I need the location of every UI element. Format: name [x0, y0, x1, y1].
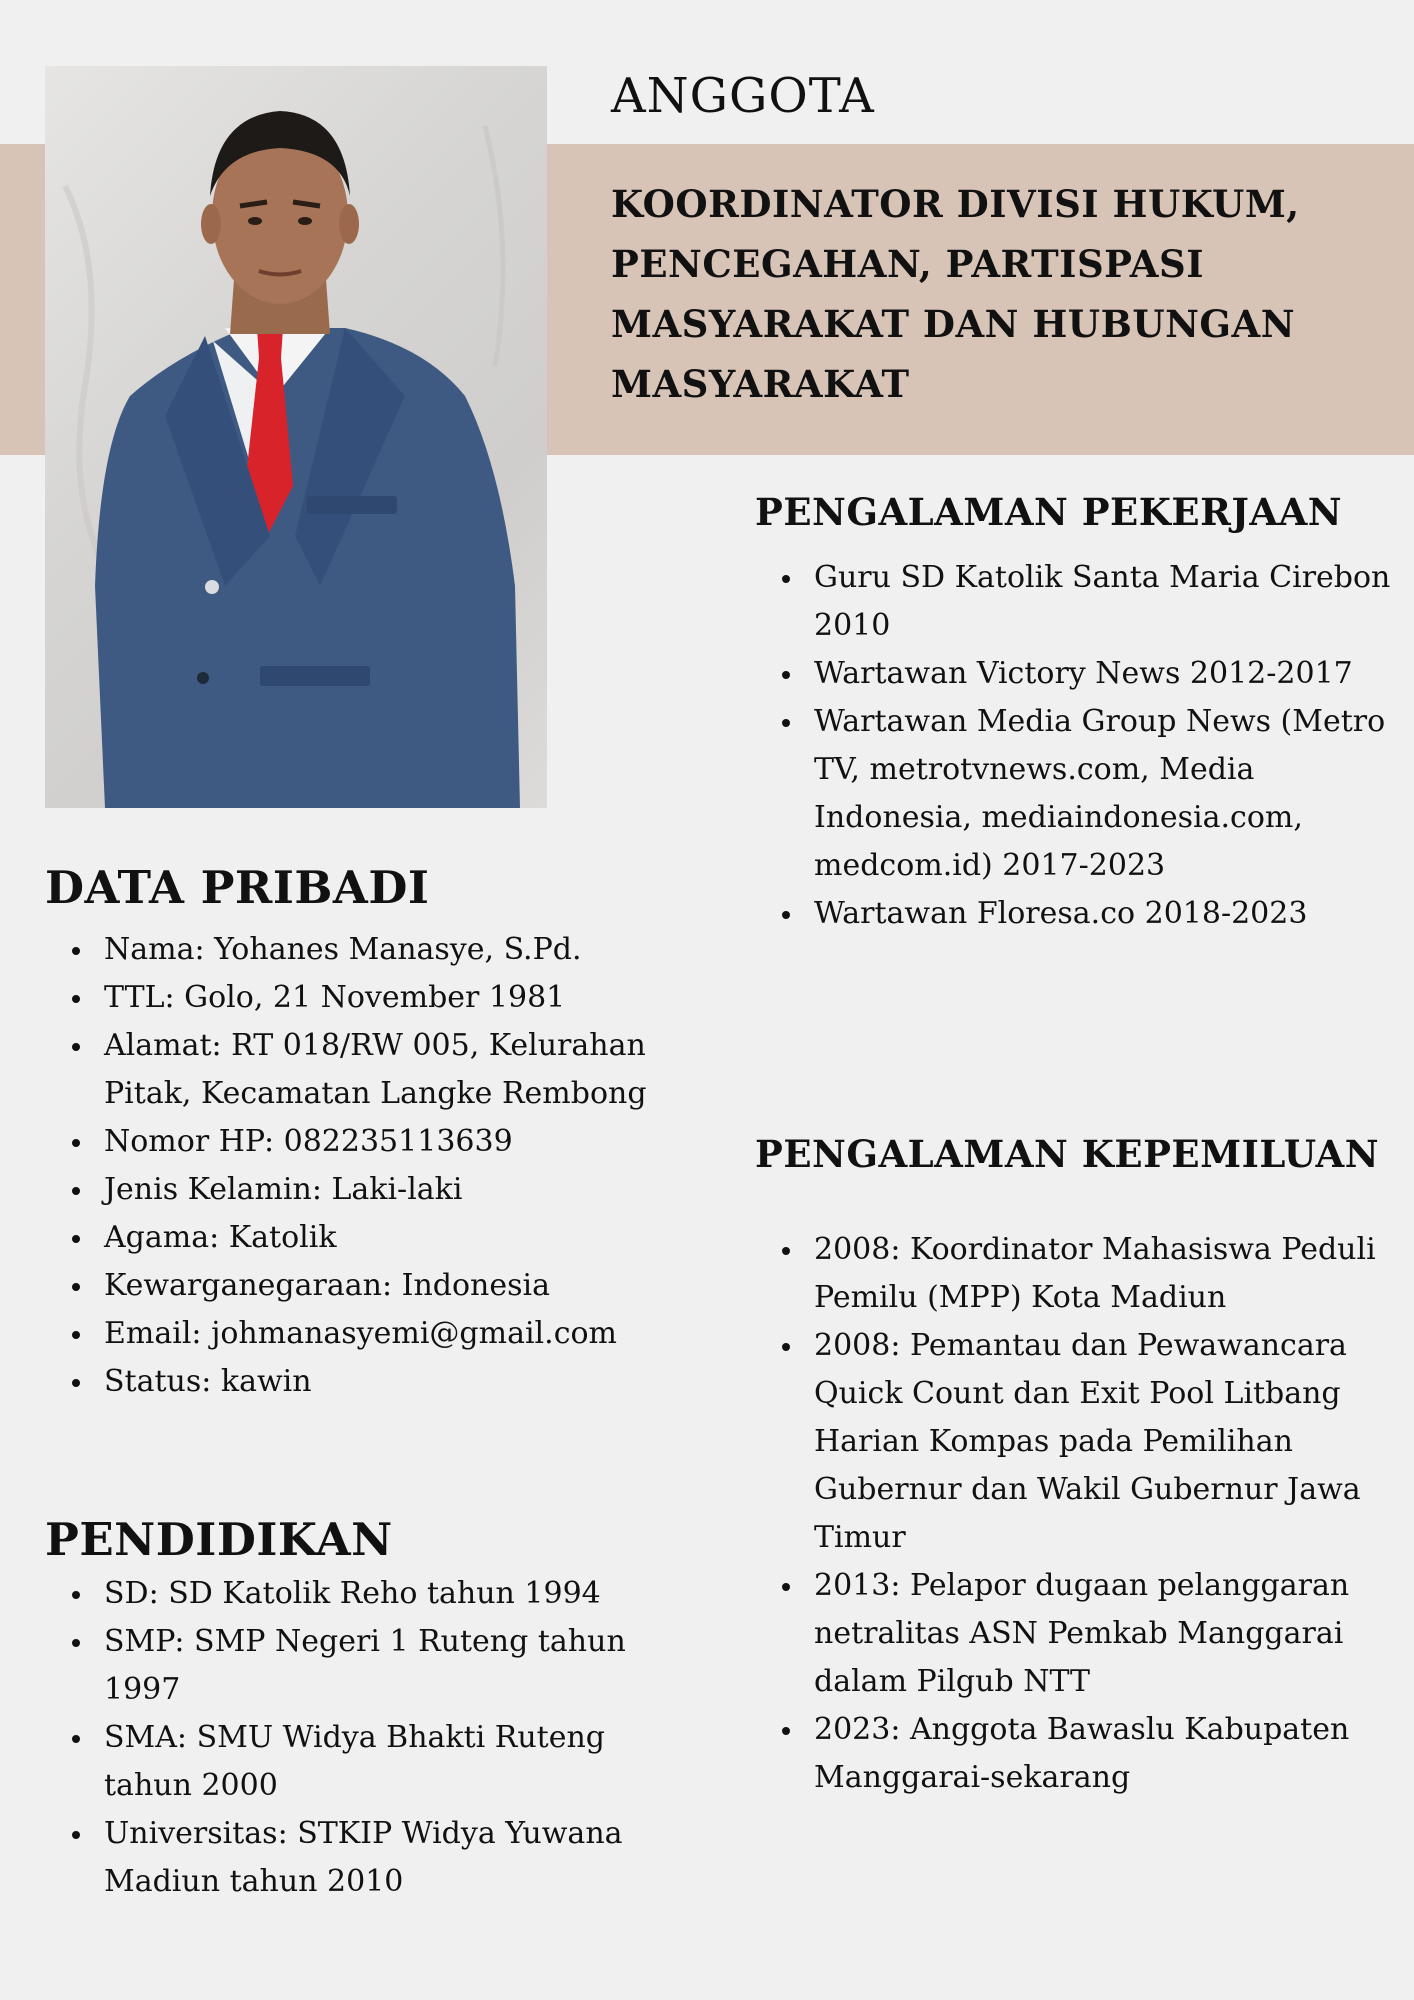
- work-experience-heading: PENGALAMAN PEKERJAAN: [755, 490, 1343, 534]
- list-item: Nomor HP: 082235113639: [104, 1118, 665, 1166]
- list-item: Email: johmanasyemi@gmail.com: [104, 1310, 665, 1358]
- work-experience-section: [755, 486, 1395, 938]
- list-item: Kewarganegaraan: Indonesia: [104, 1262, 665, 1310]
- list-item: Jenis Kelamin: Laki-laki: [104, 1166, 665, 1214]
- education-section: [45, 1510, 665, 1906]
- work-experience-list: [755, 554, 1395, 938]
- list-item: Guru SD Katolik Santa Maria Cirebon 2010: [814, 554, 1395, 650]
- personal-data-list: [45, 926, 665, 1406]
- list-item: Alamat: RT 018/RW 005, Kelurahan Pitak, Kecamatan Langke Rembong: [104, 1022, 665, 1118]
- election-experience-section: [755, 1128, 1395, 1802]
- list-item: Wartawan Victory News 2012-2017: [814, 650, 1395, 698]
- list-item: TTL: Golo, 21 November 1981: [104, 974, 665, 1022]
- list-item: 2008: Pemantau dan Pewawancara Quick Count dan Exit Pool Litbang Harian Kompas pada Pemilihan Gubernur dan Wakil Gubernur Jawa Timur: [814, 1322, 1395, 1562]
- profile-photo: [45, 66, 547, 808]
- list-item: SD: SD Katolik Reho tahun 1994: [104, 1570, 665, 1618]
- list-item: 2023: Anggota Bawaslu Kabupaten Manggarai-sekarang: [814, 1706, 1395, 1802]
- list-item: Agama: Katolik: [104, 1214, 665, 1262]
- list-item: Wartawan Media Group News (Metro TV, metrotvnews.com, Media Indonesia, mediaindonesia.com, medcom.id) 2017-2023: [814, 698, 1395, 890]
- list-item: Status: kawin: [104, 1358, 665, 1406]
- list-item: Nama: Yohanes Manasye, S.Pd.: [104, 926, 665, 974]
- education-list: [45, 1570, 665, 1906]
- personal-data-section: [45, 858, 665, 1406]
- position-title: KOORDINATOR DIVISI HUKUM, PENCEGAHAN, PARTISPASI MASYARAKAT DAN HUBUNGAN MASYARAKAT: [611, 182, 1300, 406]
- list-item: Wartawan Floresa.co 2018-2023: [814, 890, 1395, 938]
- member-role: ANGGOTA: [611, 68, 875, 124]
- election-experience-heading: PENGALAMAN KEPEMILUAN: [755, 1132, 1380, 1176]
- list-item: SMA: SMU Widya Bhakti Ruteng tahun 2000: [104, 1714, 665, 1810]
- election-experience-list: [755, 1226, 1395, 1802]
- personal-data-heading: DATA PRIBADI: [45, 861, 430, 914]
- education-heading: PENDIDIKAN: [45, 1513, 393, 1566]
- list-item: Universitas: STKIP Widya Yuwana Madiun tahun 2010: [104, 1810, 665, 1906]
- list-item: SMP: SMP Negeri 1 Ruteng tahun 1997: [104, 1618, 665, 1714]
- list-item: 2013: Pelapor dugaan pelanggaran netralitas ASN Pemkab Manggarai dalam Pilgub NTT: [814, 1562, 1395, 1706]
- list-item: 2008: Koordinator Mahasiswa Peduli Pemilu (MPP) Kota Madiun: [814, 1226, 1395, 1322]
- portrait-illustration: [45, 66, 547, 808]
